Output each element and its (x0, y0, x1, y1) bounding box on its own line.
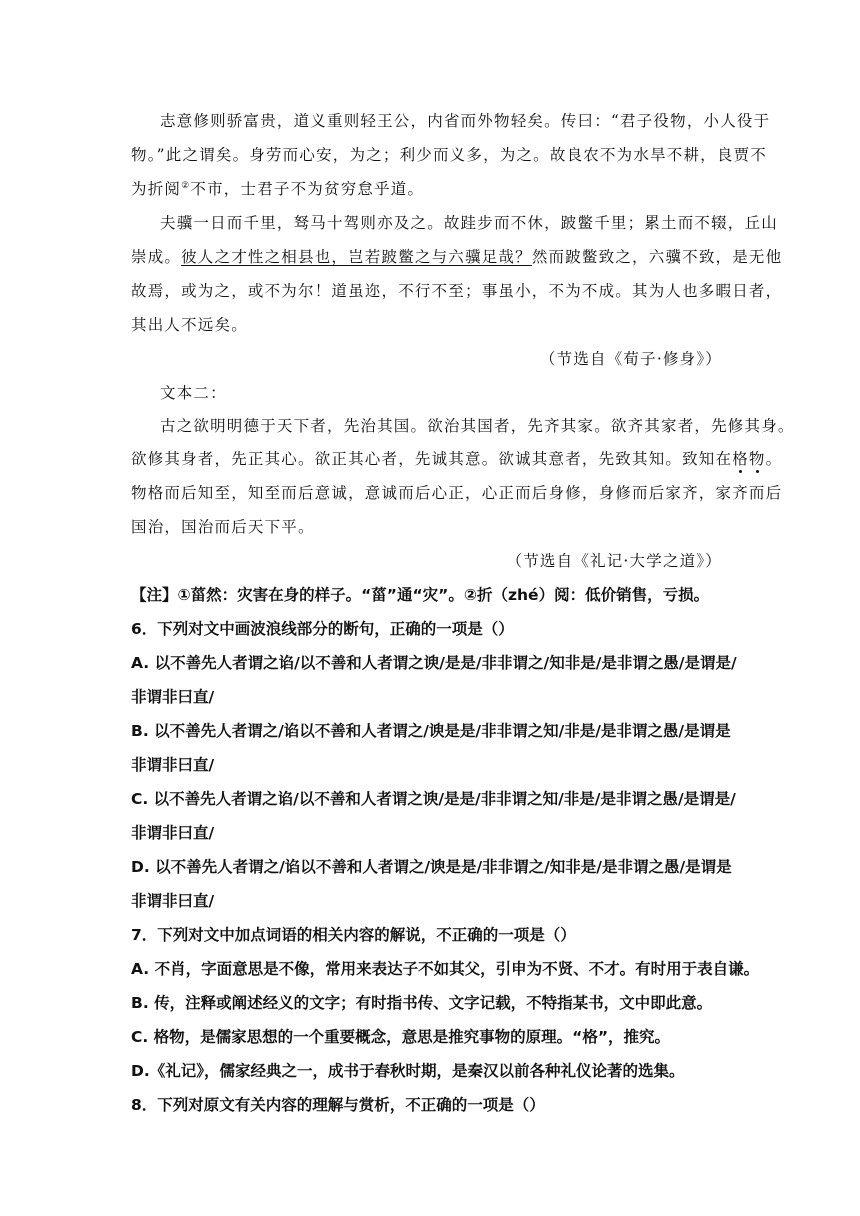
passage1-line: 夫骥一日而千里，驽马十驾则亦及之。故跬步而不休，跛鳖千里；累土而不辍，丘山 (160, 214, 778, 232)
question-6-option-a: A. 以不善先人者谓之谄/以不善和人者谓之谀/是是/非非谓之/知非是/是非谓之愚/是谓是/ (131, 654, 737, 672)
passage2-heading: 文本二： (160, 384, 227, 402)
footnote: 【注】①菑然：灾害在身的样子。“菑”通“灾”。②折（zhé）阅：低价销售，亏损。 (131, 586, 710, 604)
question-7-option-c: C. 格物，是儒家思想的一个重要概念，意思是推究事物的原理。“格”，推究。 (131, 1028, 671, 1046)
passage1-line: 其出人不远矣。 (131, 316, 248, 334)
question-7-option-d: D.《礼记》，儒家经典之一，成书于春秋时期，是秦汉以前各种礼仪论著的选集。 (131, 1062, 685, 1080)
question-6-option-d: D. 以不善先人者谓之/谄以不善和人者谓之/谀是是/非非谓之/知非是/是非谓之愚/是谓是 (131, 858, 732, 876)
question-6-option-b: B. 以不善先人者谓之/谄以不善和人者谓之/谀是是/非非谓之知/非是/是非谓之愚/是谓是 (131, 722, 731, 740)
passage1-line: 为折阅②不市，士君子不为贫穷怠乎道。 (131, 180, 425, 198)
passage2-line: 物格而后知至，知至而后意诚，意诚而后心正，心正而后身修，身修而后家齐，家齐而后 (131, 484, 783, 502)
passage2-line: 古之欲明明德于天下者，先治其国。欲治其国者，先齐其家。欲齐其家者，先修其身。 (160, 417, 795, 435)
passage1-line: 志意修则骄富贵，道义重则轻王公，内省而外物轻矣。传曰：“君子役物，小人役于 (160, 112, 771, 130)
question-6-option-d-cont: 非谓非曰直/ (131, 892, 215, 910)
question-6-option-c: C. 以不善先人者谓之谄/以不善和人者谓之谀/是是/非非谓之知/非是/是非谓之愚/是谓是/ (131, 790, 736, 808)
question-7-stem: 7．下列对文中加点词语的相关内容的解说，不正确的一项是（） (131, 926, 576, 944)
dotted-term-gewu: 格物 (732, 450, 766, 468)
passage1-line: 崇成。彼人之才性之相县也，岂若跛鳖之与六骥足哉？然而跛鳖致之，六骥不致，是无他 (131, 248, 783, 266)
question-8-stem: 8．下列对原文有关内容的理解与赏析，不正确的一项是（） (131, 1096, 545, 1114)
question-7-option-b: B. 传，注释或阐述经义的文字；有时指书传、文字记载，不特指某书，文中即此意。 (131, 994, 713, 1012)
question-7-option-a: A. 不肖，字面意思是不像，常用来表达子不如其父，引申为不贤、不才。有时用于表自谦。 (131, 960, 760, 978)
passage1-line: 物。”此之谓矣。身劳而心安，为之；利少而义多，为之。故良农不为水旱不耕，良贾不 (131, 146, 767, 164)
passage1-line: 故焉，或为之，或不为尔！道虽迩，不行不至；事虽小，不为不成。其为人也多暇日者， (131, 282, 783, 300)
underlined-sentence: 彼人之才性之相县也，岂若跛鳖之与六骥足哉？ (181, 248, 532, 266)
question-6-option-a-cont: 非谓非曰直/ (131, 688, 215, 706)
passage2-source: （节选自《礼记·大学之道》） (506, 552, 722, 570)
passage2-line: 国治，国治而后天下平。 (131, 518, 315, 536)
question-6-stem: 6．下列对文中画波浪线部分的断句，正确的一项是（） (131, 620, 514, 638)
question-6-option-b-cont: 非谓非曰直/ (131, 756, 215, 774)
footnote-marker: ② (181, 180, 191, 191)
passage1-source: （节选自《荀子·修身》） (539, 350, 722, 368)
question-6-option-c-cont: 非谓非曰直/ (131, 824, 215, 842)
passage2-line: 欲修其身者，先正其心。欲正其心者，先诚其意。欲诚其意者，先致其知。致知在格物。 (131, 450, 783, 468)
